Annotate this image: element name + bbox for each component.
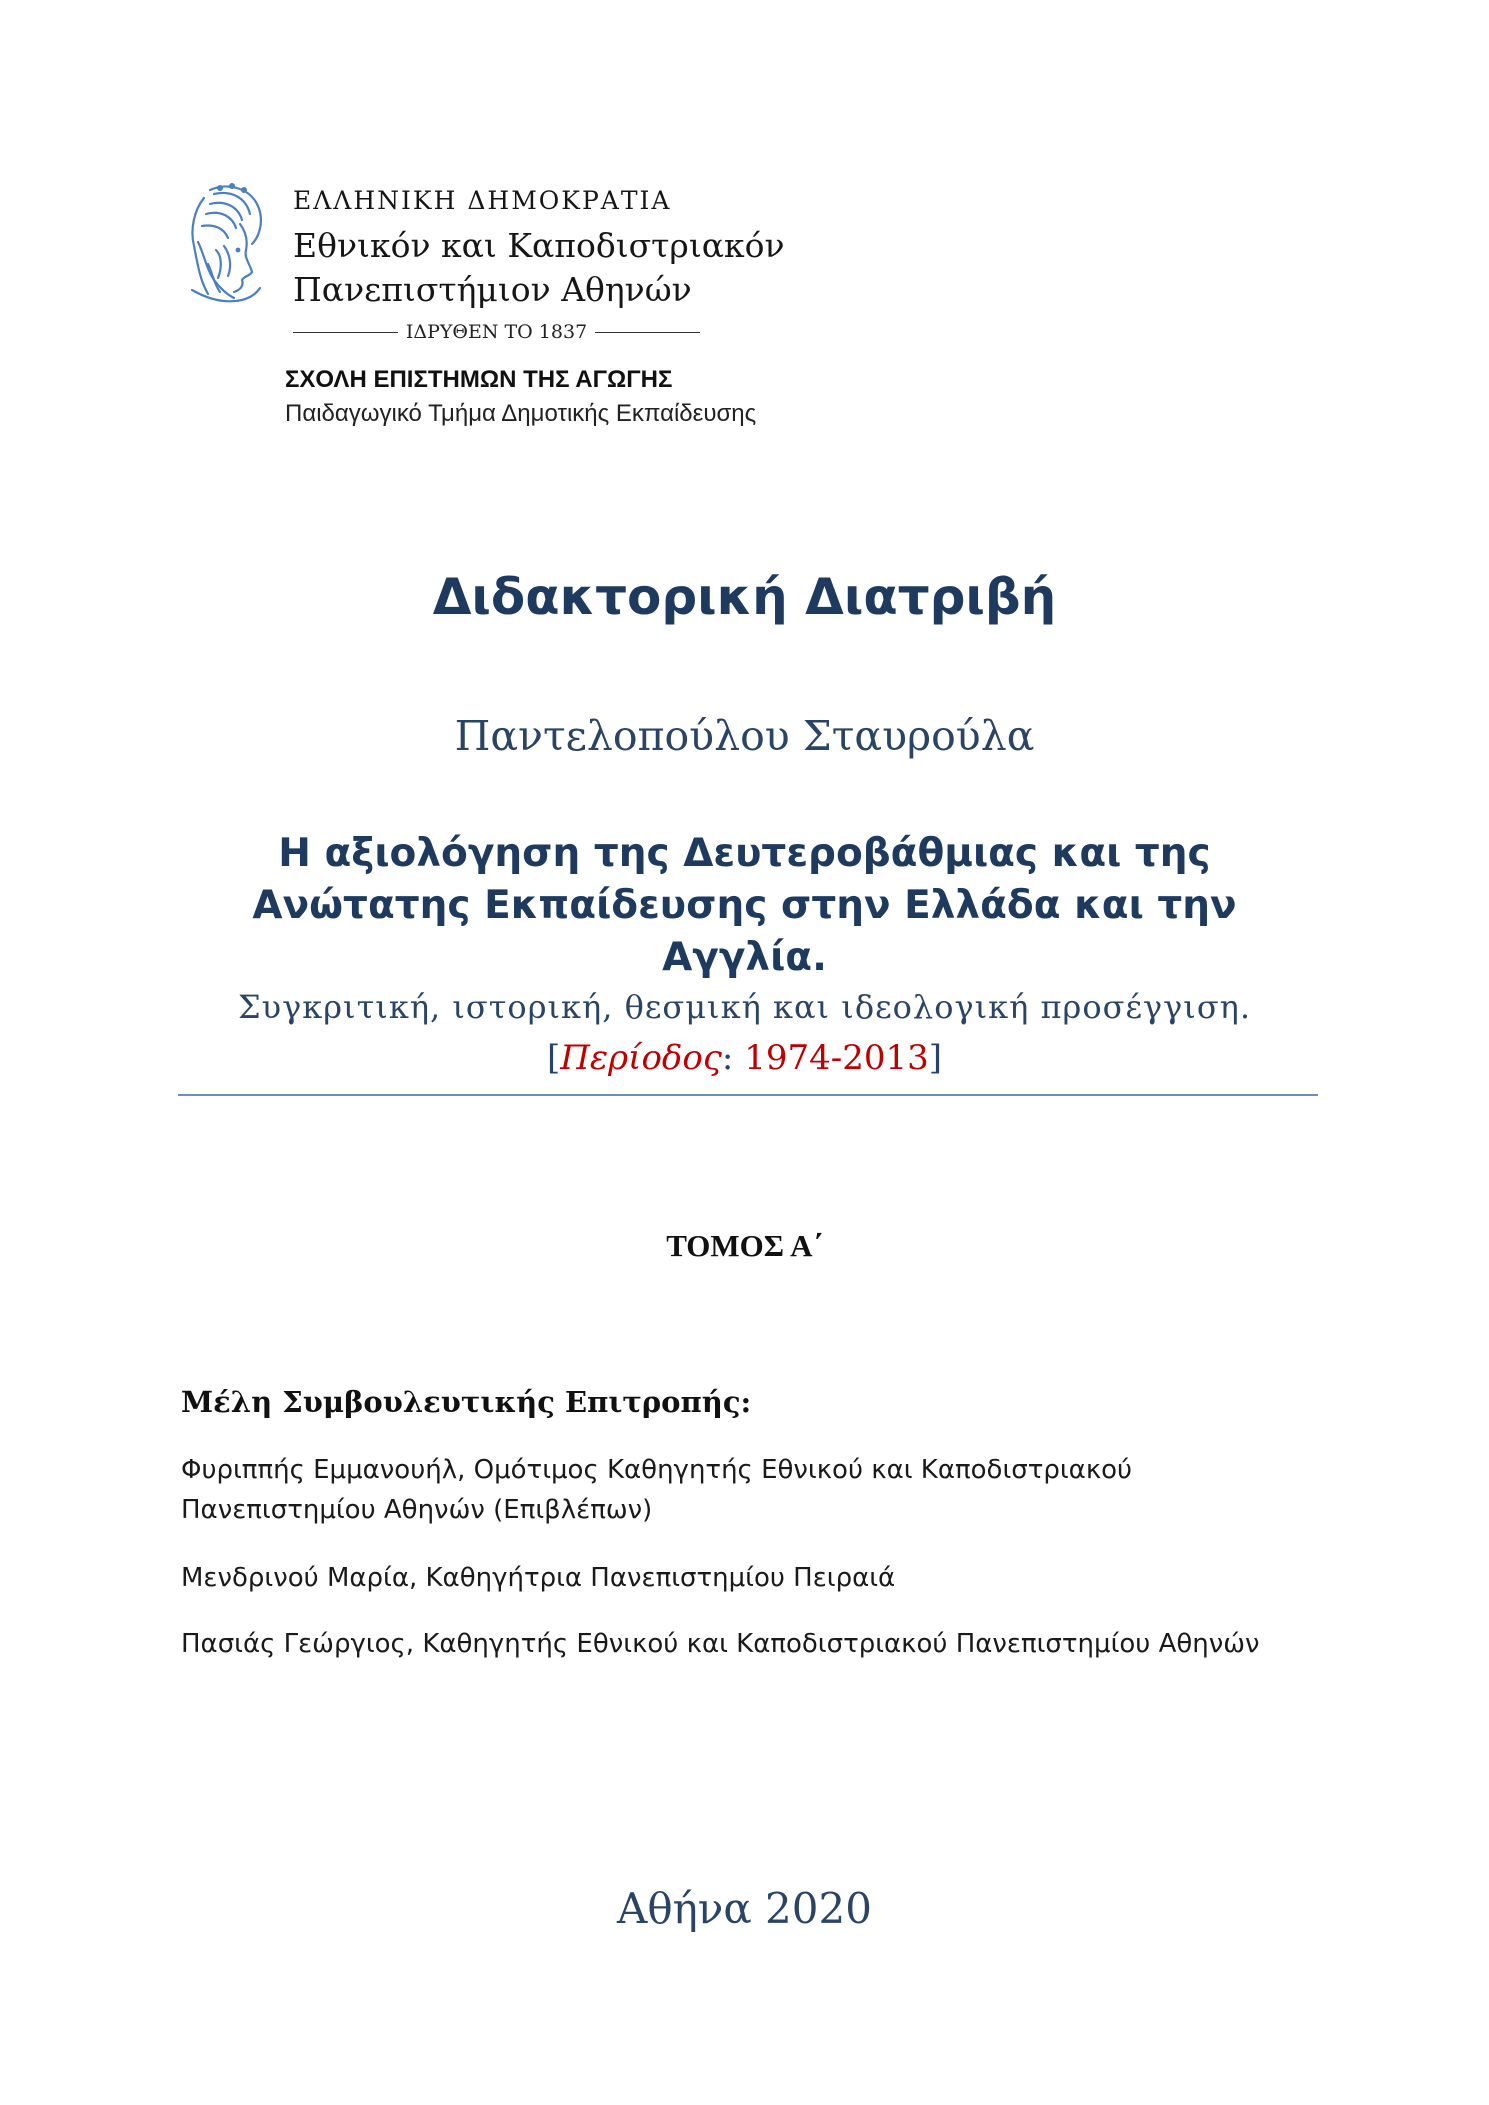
founded-rule-left bbox=[293, 332, 398, 333]
period-bracket-close: ] bbox=[928, 1038, 942, 1078]
thesis-title bbox=[0, 828, 1489, 984]
place-and-year: Αθήνα 2020 bbox=[617, 1884, 872, 1933]
republic-heading: ΕΛΛΗΝΙΚΗ ΔΗΜΟΚΡΑΤΙΑ bbox=[293, 186, 672, 215]
committee-member-line: Μενδρινού Μαρία, Καθηγήτρια Πανεπιστημίου Πειραιά bbox=[181, 1563, 896, 1593]
thesis-title-line: Ανώτατης Εκπαίδευσης στην Ελλάδα και την bbox=[252, 883, 1237, 928]
founded-rule-right bbox=[595, 332, 700, 333]
committee-member bbox=[181, 1558, 895, 1598]
school-name: ΣΧΟΛΗ ΕΠΙΣΤΗΜΩΝ ΤΗΣ ΑΓΩΓΗΣ bbox=[285, 366, 673, 393]
thesis-title-line: Η αξιολόγηση της Δευτεροβάθμιας και της bbox=[278, 831, 1211, 876]
author-name: Παντελοπούλου Σταυρούλα bbox=[454, 712, 1035, 760]
period-bracket-open: [ bbox=[546, 1038, 561, 1078]
committee-member-line: Πανεπιστημίου Αθηνών (Επιβλέπων) bbox=[181, 1495, 653, 1525]
thesis-subtitle: Συγκριτική, ιστορική, θεσμική και ιδεολογική προσέγγιση. bbox=[238, 988, 1251, 1026]
committee-heading: Μέλη Συμβουλευτικής Επιτροπής: bbox=[181, 1385, 752, 1419]
athena-head-logo-icon bbox=[180, 180, 266, 308]
founded-text: ΙΔΡΥΘΕΝ ΤΟ 1837 bbox=[405, 321, 588, 343]
committee-member bbox=[181, 1624, 1260, 1664]
committee-member-line: Φυριππής Εμμανουήλ, Ομότιμος Καθηγητής Εθνικού και Καποδιστριακού bbox=[181, 1455, 1133, 1485]
title-divider bbox=[178, 1094, 1318, 1096]
department-name: Παιδαγωγικό Τμήμα Δημοτικής Εκπαίδευσης bbox=[285, 400, 757, 427]
university-name-line-2: Πανεπιστήμιον Αθηνών bbox=[293, 270, 692, 309]
period-separator: : bbox=[721, 1038, 745, 1078]
document-type: Διδακτορική Διατριβή bbox=[432, 568, 1057, 626]
thesis-title-line: Αγγλία. bbox=[662, 935, 827, 980]
founded-line bbox=[293, 320, 700, 344]
university-name-line-1: Εθνικόν και Καποδιστριακόν bbox=[293, 226, 785, 265]
thesis-period bbox=[0, 1038, 1489, 1078]
period-value: 1974-2013 bbox=[744, 1038, 929, 1078]
volume-label: ΤΟΜΟΣ Α΄ bbox=[666, 1228, 823, 1263]
period-label: Περίοδος bbox=[560, 1038, 722, 1078]
committee-member bbox=[181, 1450, 1132, 1530]
committee-member-line: Πασιάς Γεώργιος, Καθηγητής Εθνικού και Καποδιστριακού Πανεπιστημίου Αθηνών bbox=[181, 1629, 1260, 1659]
